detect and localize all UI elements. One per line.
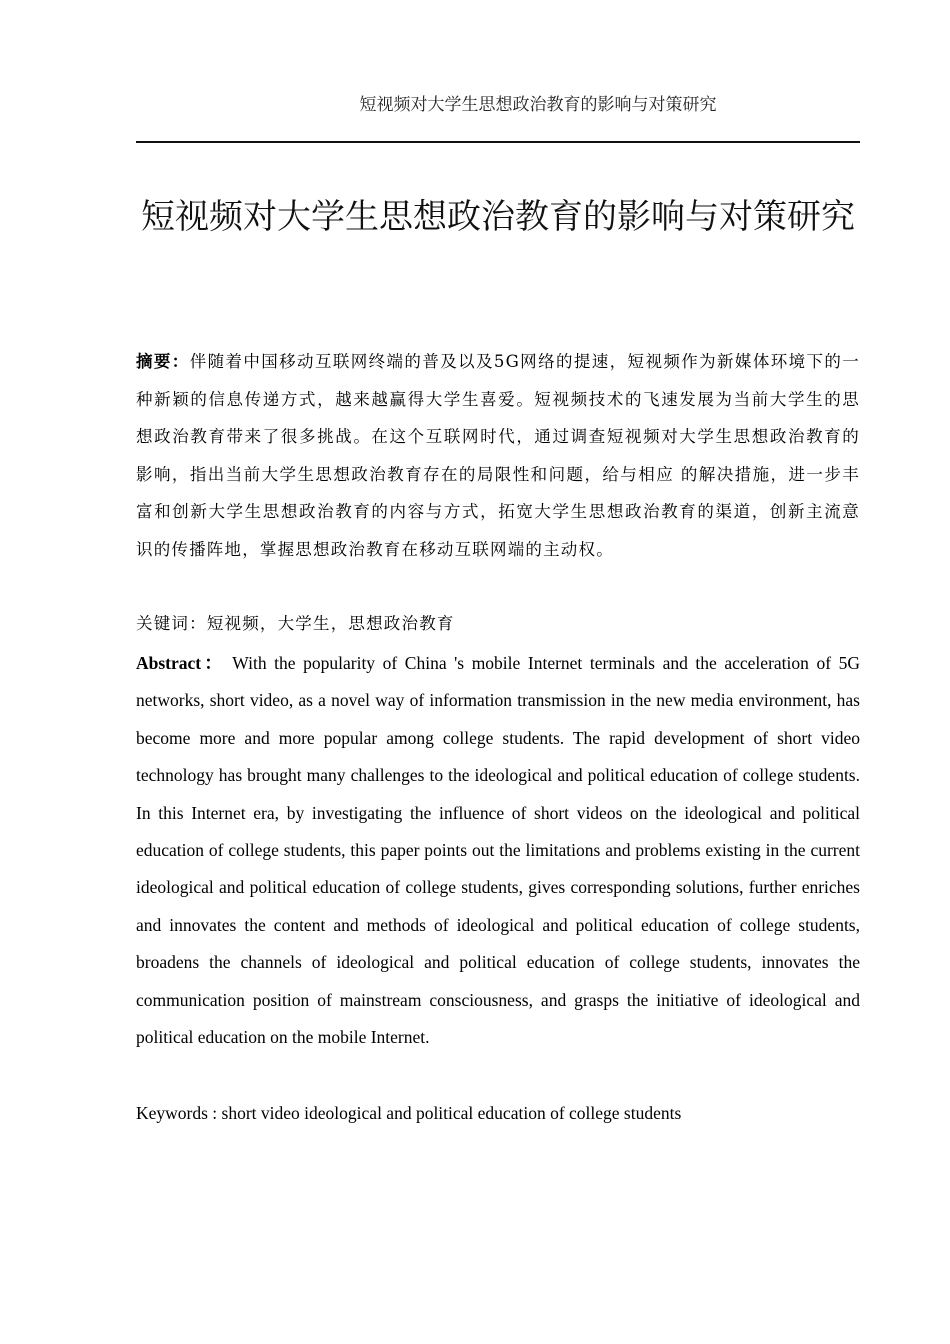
abstract-english-label: Abstract： xyxy=(136,653,226,673)
abstract-english-text: With the popularity of China 's mobile Internet terminals and the acceleration of 5G networks, short video, as a novel way of information transmission in the new media environment, has become more and more popular among college students. The rapid development of short video technology has brought many challenges to the ideological and political education of college students. In this Internet era, by investigating the influence of short videos on the ideological and political education of college students, this paper points out the limitations and problems existing in the current ideological and political education of college students, gives corresponding solutions, further enriches and innovates the content and methods of ideological and political education of college students, broadens the channels of ideological and political education of college students, innovates the communication position of mainstream consciousness, and grasps the initiative of ideological and political education on the mobile Internet. xyxy=(136,653,860,1048)
paper-title: 短视频对大学生思想政治教育的影响与对策研究 xyxy=(141,197,855,237)
keywords-english xyxy=(136,1097,860,1129)
abstract-chinese xyxy=(136,343,860,568)
keywords-english-text: short video ideological and political education of college students xyxy=(221,1103,682,1123)
keywords-chinese xyxy=(136,608,860,640)
running-header: 短视频对大学生思想政治教育的影响与对策研究 xyxy=(359,95,717,115)
abstract-english xyxy=(136,645,860,1056)
keywords-english-label: Keywords : xyxy=(136,1103,222,1123)
keywords-chinese-text: 短视频，大学生，思想政治教育 xyxy=(206,614,455,633)
header-rule xyxy=(136,141,860,143)
abstract-chinese-label: 摘要： xyxy=(136,352,190,371)
abstract-chinese-text: 伴随着中国移动互联网终端的普及以及5G网络的提速，短视频作为新媒体环境下的一种新颖的信息传递方式，越来越赢得大学生喜爱。短视频技术的飞速发展为当前大学生的思想政治教育带来了很多挑战。在这个互联网时代，通过调查短视频对大学生思想政治教育的影响，指出当前大学生思想政治教育存在的局限性和问题，给与相应 的解决措施，进一步丰富和创新大学生思想政治教育的内容与方式，拓宽大学生思想政治教育的渠道，创新主流意识的传播阵地，掌握思想政治教育在移动互联网端的主动权。 xyxy=(136,352,860,559)
keywords-chinese-label: 关键词： xyxy=(136,614,207,633)
